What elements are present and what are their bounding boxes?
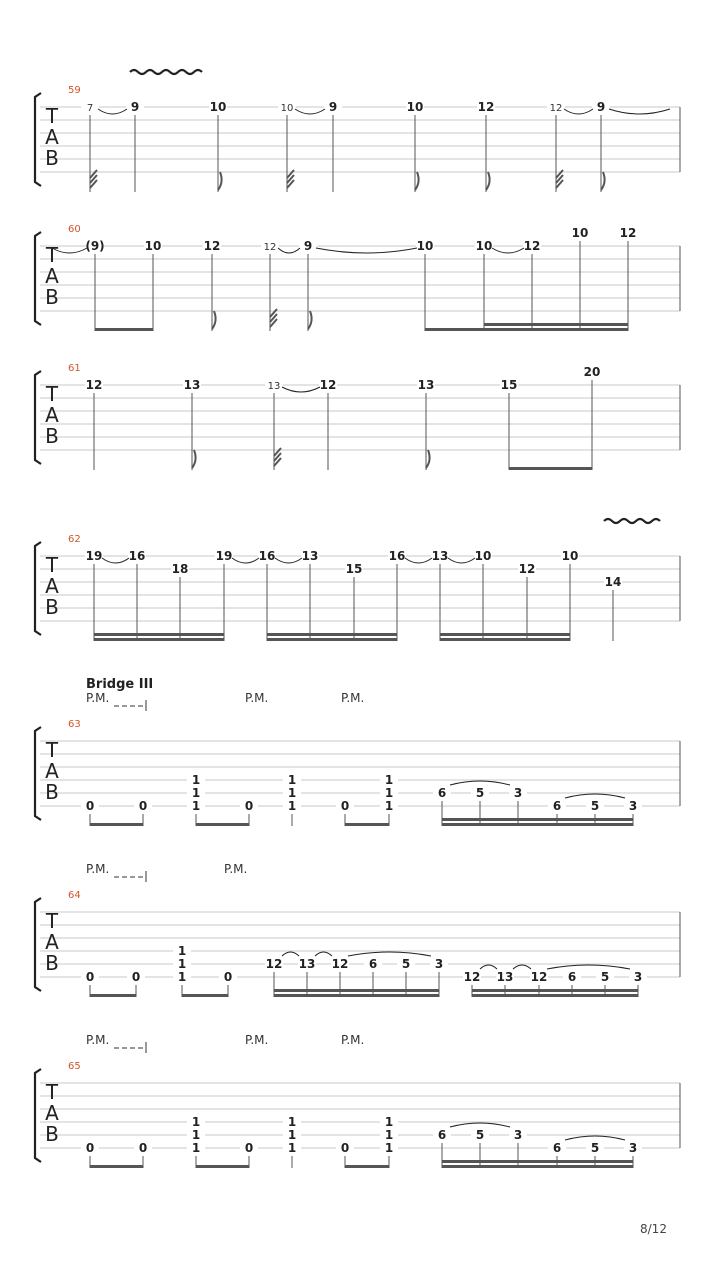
fret-number: 10 xyxy=(474,549,492,563)
fret-number: 16 xyxy=(258,549,276,563)
fret-number: 18 xyxy=(171,562,189,576)
palm-mute-label: P.M. xyxy=(86,691,110,705)
measure-number: 60 xyxy=(68,224,81,235)
tab-clef-letter: T xyxy=(45,1080,59,1104)
fret-number: 0 xyxy=(131,970,141,984)
tab-clef-letter: A xyxy=(45,264,59,288)
tab-clef-letter: B xyxy=(45,146,59,170)
measure-number: 65 xyxy=(68,1061,81,1072)
page-number: 8/12 xyxy=(640,1222,667,1236)
fret-number: 13 xyxy=(417,378,435,392)
measure-number: 61 xyxy=(68,363,81,374)
fret-number: 19 xyxy=(215,549,233,563)
slur xyxy=(232,558,259,563)
beam xyxy=(345,1165,389,1168)
fret-number: 9 xyxy=(328,100,338,114)
tab-clef-letter: T xyxy=(45,243,59,267)
palm-mute-label: P.M. xyxy=(86,862,110,876)
tab-system xyxy=(35,363,680,470)
fret-number: 6 xyxy=(437,786,447,800)
fret-number: 13 xyxy=(267,381,281,392)
tab-clef-letter: A xyxy=(45,1101,59,1125)
slur xyxy=(565,1136,625,1140)
fret-number: 7 xyxy=(86,103,94,114)
vibrato-mark xyxy=(130,70,202,74)
fret-number: 9 xyxy=(130,100,140,114)
fret-number: 14 xyxy=(604,575,622,589)
fret-number: 3 xyxy=(633,970,643,984)
tab-clef-letter: B xyxy=(45,1122,59,1146)
fret-number: 10 xyxy=(144,239,162,253)
beam xyxy=(442,1160,633,1163)
tab-system xyxy=(35,224,680,331)
beam xyxy=(442,818,633,821)
fret-number: 1 xyxy=(177,970,187,984)
palm-mute-label: P.M. xyxy=(245,691,269,705)
fret-number: 12 xyxy=(331,957,349,971)
fret-number: 0 xyxy=(85,799,95,813)
measure-number: 59 xyxy=(68,85,81,96)
beam xyxy=(425,328,484,331)
fret-number: 0 xyxy=(223,970,233,984)
beam xyxy=(442,823,633,826)
measure-number: 62 xyxy=(68,534,81,545)
fret-number: 0 xyxy=(138,1141,148,1155)
fret-number: 12 xyxy=(463,970,481,984)
fret-number: 5 xyxy=(590,1141,600,1155)
fret-number: 6 xyxy=(437,1128,447,1142)
note-flag xyxy=(212,311,216,329)
fret-number: 1 xyxy=(191,773,201,787)
fret-number: 1 xyxy=(191,799,201,813)
beam xyxy=(440,638,570,641)
fret-number: 12 xyxy=(477,100,495,114)
tab-clef-letter: B xyxy=(45,780,59,804)
measure-number: 64 xyxy=(68,890,81,901)
beam xyxy=(196,1165,249,1168)
palm-mute-label: P.M. xyxy=(245,1033,269,1047)
measure-number: 63 xyxy=(68,719,81,730)
beam xyxy=(345,823,389,826)
fret-number: 15 xyxy=(345,562,363,576)
beam xyxy=(442,1165,633,1168)
tab-system xyxy=(35,70,680,192)
tab-system xyxy=(35,519,680,641)
note-flag xyxy=(426,450,430,468)
slur xyxy=(450,781,510,785)
fret-number: 13 xyxy=(431,549,449,563)
beam xyxy=(90,823,143,826)
fret-number: 13 xyxy=(183,378,201,392)
fret-number: 13 xyxy=(298,957,316,971)
slur xyxy=(282,952,299,956)
fret-number: 3 xyxy=(434,957,444,971)
fret-number: 1 xyxy=(287,1128,297,1142)
slur xyxy=(492,248,524,253)
fret-number: (9) xyxy=(85,239,105,253)
beam xyxy=(90,1165,143,1168)
fret-number: 1 xyxy=(384,799,394,813)
fret-number: 1 xyxy=(177,944,187,958)
tab-clef-letter: A xyxy=(45,759,59,783)
fret-number: 3 xyxy=(513,786,523,800)
note-flag xyxy=(192,450,196,468)
fret-number: 3 xyxy=(628,799,638,813)
fret-number: 13 xyxy=(496,970,514,984)
slur xyxy=(295,109,325,114)
fret-number: 5 xyxy=(590,799,600,813)
fret-number: 20 xyxy=(583,365,601,379)
palm-mute-label: P.M. xyxy=(341,691,365,705)
fret-number: 6 xyxy=(368,957,378,971)
fret-number: 12 xyxy=(523,239,541,253)
palm-mute-label: P.M. xyxy=(86,1033,110,1047)
fret-number: 1 xyxy=(191,1115,201,1129)
slur xyxy=(348,952,431,956)
fret-number: 1 xyxy=(384,1141,394,1155)
fret-number: 10 xyxy=(561,549,579,563)
tab-system xyxy=(35,677,680,826)
slur xyxy=(315,952,332,956)
slur xyxy=(564,109,593,114)
tab-clef-letter: B xyxy=(45,285,59,309)
fret-number: 0 xyxy=(340,1141,350,1155)
section-label: Bridge III xyxy=(86,677,154,692)
fret-number: 12 xyxy=(265,957,283,971)
slur xyxy=(282,387,320,392)
tab-clef-letter: T xyxy=(45,382,59,406)
beam xyxy=(94,638,224,641)
beam xyxy=(509,467,592,470)
fret-number: 5 xyxy=(600,970,610,984)
fret-number: 9 xyxy=(596,100,606,114)
fret-number: 1 xyxy=(287,1141,297,1155)
note-flag xyxy=(308,311,312,329)
fret-number: 1 xyxy=(287,786,297,800)
fret-number: 1 xyxy=(384,786,394,800)
beam xyxy=(90,994,136,997)
slur xyxy=(102,558,129,563)
tab-clef-letter: A xyxy=(45,125,59,149)
fret-number: 12 xyxy=(85,378,103,392)
fret-number: 1 xyxy=(287,773,297,787)
fret-number: 16 xyxy=(388,549,406,563)
tab-clef-letter: A xyxy=(45,574,59,598)
fret-number: 5 xyxy=(401,957,411,971)
fret-number: 10 xyxy=(571,226,589,240)
fret-number: 1 xyxy=(287,1115,297,1129)
fret-number: 1 xyxy=(384,1115,394,1129)
slur xyxy=(565,794,625,798)
slur xyxy=(275,558,302,563)
tab-clef-letter: A xyxy=(45,930,59,954)
slur xyxy=(450,1123,510,1127)
fret-number: 15 xyxy=(500,378,518,392)
palm-mute-label: P.M. xyxy=(224,862,248,876)
fret-number: 12 xyxy=(203,239,221,253)
fret-number: 10 xyxy=(475,239,493,253)
tab-clef-letter: B xyxy=(45,951,59,975)
beam xyxy=(267,633,397,636)
fret-number: 0 xyxy=(340,799,350,813)
beam xyxy=(274,994,439,997)
fret-number: 0 xyxy=(85,970,95,984)
fret-number: 0 xyxy=(85,1141,95,1155)
slur xyxy=(448,558,475,563)
vibrato-mark xyxy=(604,519,660,523)
tab-clef-letter: B xyxy=(45,424,59,448)
fret-number: 16 xyxy=(128,549,146,563)
fret-number: 0 xyxy=(138,799,148,813)
fret-number: 12 xyxy=(530,970,548,984)
tab-clef-letter: T xyxy=(45,738,59,762)
beam xyxy=(472,989,638,992)
fret-number: 12 xyxy=(263,242,277,253)
fret-number: 10 xyxy=(280,103,294,114)
tab-clef-letter: A xyxy=(45,403,59,427)
slur xyxy=(513,965,531,969)
slur xyxy=(405,558,432,563)
fret-number: 1 xyxy=(384,773,394,787)
fret-number: 1 xyxy=(177,957,187,971)
beam xyxy=(95,328,153,331)
fret-number: 1 xyxy=(384,1128,394,1142)
fret-number: 6 xyxy=(552,1141,562,1155)
beam xyxy=(196,823,249,826)
tab-clef-letter: T xyxy=(45,553,59,577)
fret-number: 6 xyxy=(552,799,562,813)
fret-number: 1 xyxy=(191,1141,201,1155)
tab-clef-letter: B xyxy=(45,595,59,619)
fret-number: 1 xyxy=(191,1128,201,1142)
beam xyxy=(472,994,638,997)
beam xyxy=(274,989,439,992)
fret-number: 10 xyxy=(209,100,227,114)
fret-number: 0 xyxy=(244,799,254,813)
palm-mute-label: P.M. xyxy=(341,1033,365,1047)
tab-clef-letter: T xyxy=(45,104,59,128)
fret-number: 12 xyxy=(549,103,563,114)
slur xyxy=(547,965,630,969)
fret-number: 3 xyxy=(513,1128,523,1142)
fret-number: 19 xyxy=(85,549,103,563)
tab-system xyxy=(35,862,680,997)
note-flag xyxy=(486,172,490,190)
note-flag xyxy=(415,172,419,190)
beam xyxy=(267,638,397,641)
slur xyxy=(98,109,127,114)
beam xyxy=(94,633,224,636)
fret-number: 12 xyxy=(518,562,536,576)
beam xyxy=(440,633,570,636)
tab-clef-letter: T xyxy=(45,909,59,933)
note-flag xyxy=(218,172,222,190)
fret-number: 10 xyxy=(406,100,424,114)
fret-number: 9 xyxy=(303,239,313,253)
slur xyxy=(609,109,670,114)
fret-number: 12 xyxy=(619,226,637,240)
beam xyxy=(182,994,228,997)
slur xyxy=(278,248,300,253)
fret-number: 6 xyxy=(567,970,577,984)
fret-number: 3 xyxy=(628,1141,638,1155)
slur xyxy=(480,965,497,969)
beam xyxy=(484,323,628,326)
tab-system xyxy=(35,1033,680,1168)
note-flag xyxy=(601,172,605,190)
fret-number: 1 xyxy=(191,786,201,800)
fret-number: 12 xyxy=(319,378,337,392)
fret-number: 5 xyxy=(475,786,485,800)
fret-number: 13 xyxy=(301,549,319,563)
fret-number: 5 xyxy=(475,1128,485,1142)
fret-number: 1 xyxy=(287,799,297,813)
slur xyxy=(316,248,417,253)
fret-number: 0 xyxy=(244,1141,254,1155)
fret-number: 10 xyxy=(416,239,434,253)
beam xyxy=(484,328,628,331)
